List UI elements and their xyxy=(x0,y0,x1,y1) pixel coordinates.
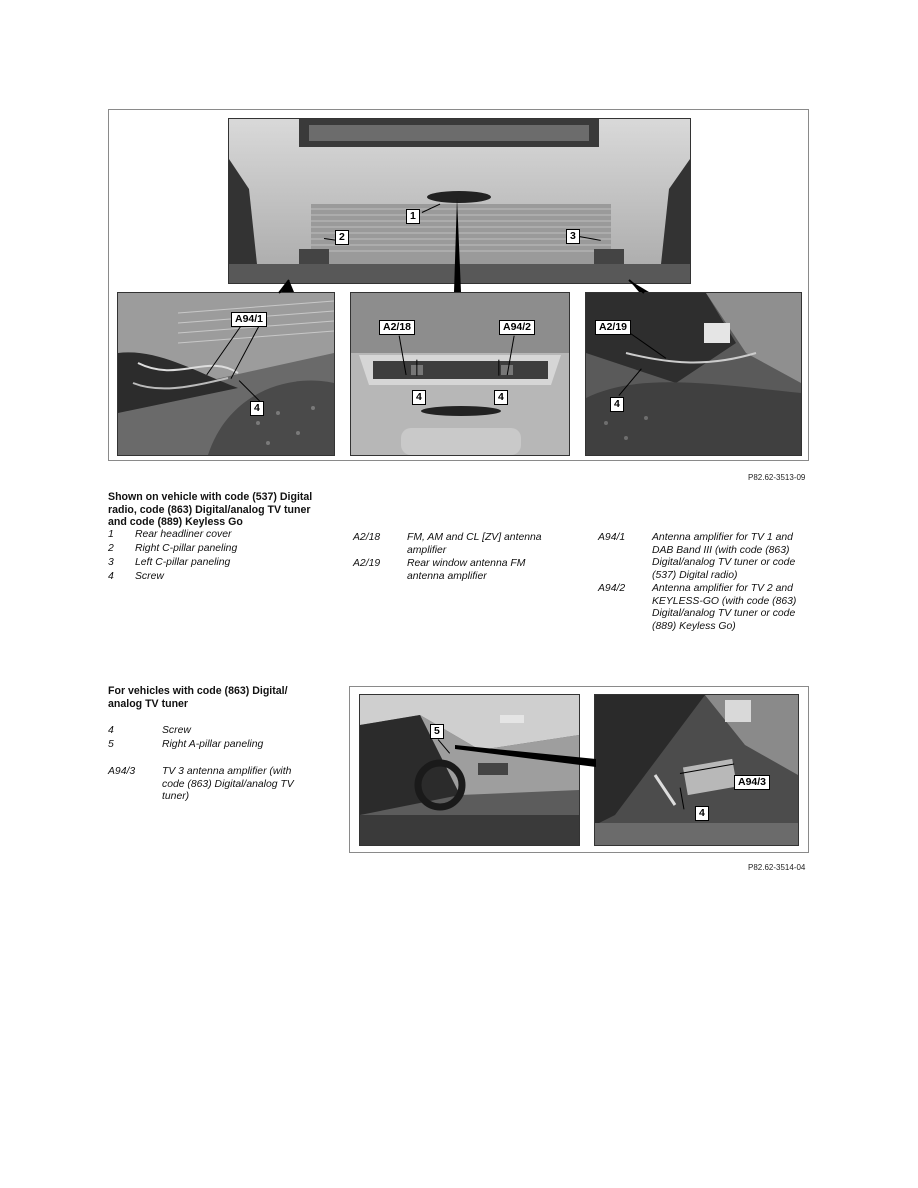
callout-a94-3: A94/3 xyxy=(734,775,770,790)
section2-heading: For vehicles with code (863) Digital/ analog TV tuner xyxy=(108,685,288,710)
figure-2-connector xyxy=(350,687,810,854)
callout-4-fig2: 4 xyxy=(695,806,709,821)
callout-1: 1 xyxy=(406,209,420,224)
callout-4-right: 4 xyxy=(610,397,624,412)
callout-a2-19: A2/19 xyxy=(595,320,631,335)
callout-4-mid-b: 4 xyxy=(494,390,508,405)
figure-1 xyxy=(108,109,809,461)
section1-heading: Shown on vehicle with code (537) Digital radio, code (863) Digital/analog TV tuner and code (889) Keyless Go xyxy=(108,491,313,528)
callout-3: 3 xyxy=(566,229,580,244)
callout-a94-1: A94/1 xyxy=(231,312,267,327)
callout-2: 2 xyxy=(335,230,349,245)
figure-2 xyxy=(349,686,809,853)
callout-5: 5 xyxy=(430,724,444,739)
callout-4-left: 4 xyxy=(250,401,264,416)
callout-a2-18: A2/18 xyxy=(379,320,415,335)
figure-1-reference: P82.62-3513-09 xyxy=(748,473,806,482)
connector-lines xyxy=(109,110,810,462)
callout-4-mid-a: 4 xyxy=(412,390,426,405)
figure-2-reference: P82.62-3514-04 xyxy=(748,863,806,872)
callout-a94-2: A94/2 xyxy=(499,320,535,335)
